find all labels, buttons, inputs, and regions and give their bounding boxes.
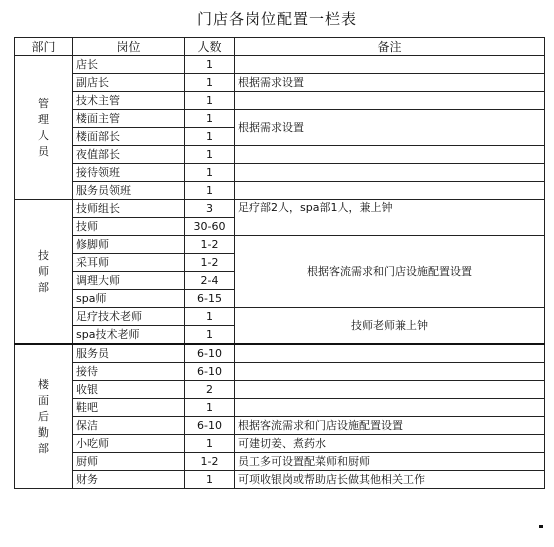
table-row xyxy=(15,74,545,92)
count-cell: 1 xyxy=(185,182,235,200)
count-cell: 2 xyxy=(185,381,235,399)
count-cell: 1 xyxy=(185,308,235,326)
table-row xyxy=(15,417,545,435)
count-cell: 1 xyxy=(185,56,235,74)
post-cell: 修脚师 xyxy=(73,236,185,254)
table-row xyxy=(15,471,545,489)
table-row xyxy=(15,399,545,417)
table-row xyxy=(15,344,545,363)
table-row xyxy=(15,453,545,471)
header-count: 人数 xyxy=(185,38,235,56)
post-cell: 服务员 xyxy=(73,344,185,363)
staff-config-table xyxy=(14,37,545,489)
count-cell: 6-10 xyxy=(185,344,235,363)
post-cell: spa师 xyxy=(73,290,185,308)
post-cell: 收银 xyxy=(73,381,185,399)
note-cell: 技师老师兼上钟 xyxy=(235,308,545,345)
count-cell: 6-10 xyxy=(185,363,235,381)
department-technician: 技 师 部 xyxy=(15,200,73,345)
post-cell: 夜值部长 xyxy=(73,146,185,164)
count-cell: 1 xyxy=(185,326,235,345)
note-cell: 可项收银岗或帮助店长做其他相关工作 xyxy=(235,471,545,489)
post-cell: 调理大师 xyxy=(73,272,185,290)
note-cell xyxy=(235,344,545,363)
note-cell: 足疗部2人，spa部1人，兼上钟 xyxy=(235,200,545,236)
post-cell: 小吃师 xyxy=(73,435,185,453)
table-row xyxy=(15,435,545,453)
count-cell: 3 xyxy=(185,200,235,218)
post-cell: 技师 xyxy=(73,218,185,236)
post-cell: 厨师 xyxy=(73,453,185,471)
note-cell: 员工多可设置配菜师和厨师 xyxy=(235,453,545,471)
table-row xyxy=(15,308,545,326)
table-row xyxy=(15,381,545,399)
count-cell: 1-2 xyxy=(185,453,235,471)
table-row xyxy=(15,110,545,128)
post-cell: 技术主管 xyxy=(73,92,185,110)
post-cell: 采耳师 xyxy=(73,254,185,272)
post-cell: 楼面部长 xyxy=(73,128,185,146)
note-cell: 根据需求设置 xyxy=(235,110,545,146)
table-header-row xyxy=(15,38,545,56)
table-row xyxy=(15,56,545,74)
count-cell: 6-10 xyxy=(185,417,235,435)
department-floor-logistics: 楼 面 后 勤 部 xyxy=(15,344,73,489)
header-note: 备注 xyxy=(235,38,545,56)
post-cell: 接待 xyxy=(73,363,185,381)
post-cell: 保洁 xyxy=(73,417,185,435)
count-cell: 1 xyxy=(185,435,235,453)
count-cell: 1 xyxy=(185,128,235,146)
post-cell: 接待领班 xyxy=(73,164,185,182)
table-row xyxy=(15,92,545,110)
page-title: 门店各岗位配置一栏表 xyxy=(196,10,357,28)
count-cell: 30-60 xyxy=(185,218,235,236)
count-cell: 1 xyxy=(185,110,235,128)
table-row xyxy=(15,363,545,381)
count-cell: 1 xyxy=(185,471,235,489)
department-management: 管 理 人 员 xyxy=(15,56,73,200)
note-cell xyxy=(235,56,545,74)
count-cell: 1 xyxy=(185,74,235,92)
note-cell xyxy=(235,381,545,399)
table-row xyxy=(15,200,545,218)
note-cell: 可建切姜、煮药水 xyxy=(235,435,545,453)
note-cell xyxy=(235,164,545,182)
header-post: 岗位 xyxy=(73,38,185,56)
post-cell: 财务 xyxy=(73,471,185,489)
count-cell: 1 xyxy=(185,399,235,417)
count-cell: 6-15 xyxy=(185,290,235,308)
note-cell: 根据需求设置 xyxy=(235,74,545,92)
header-department: 部门 xyxy=(15,38,73,56)
note-cell xyxy=(235,146,545,164)
post-cell: 足疗技术老师 xyxy=(73,308,185,326)
note-cell: 根据客流需求和门店设施配置设置 xyxy=(235,417,545,435)
table-row xyxy=(15,236,545,254)
table-row xyxy=(15,182,545,200)
count-cell: 1 xyxy=(185,164,235,182)
count-cell: 1 xyxy=(185,146,235,164)
post-cell: spa技术老师 xyxy=(73,326,185,345)
count-cell: 2-4 xyxy=(185,272,235,290)
count-cell: 1-2 xyxy=(185,236,235,254)
note-cell: 根据客流需求和门店设施配置设置 xyxy=(235,236,545,308)
post-cell: 鞋吧 xyxy=(73,399,185,417)
note-cell xyxy=(235,182,545,200)
post-cell: 服务员领班 xyxy=(73,182,185,200)
table-row xyxy=(15,164,545,182)
post-cell: 店长 xyxy=(73,56,185,74)
count-cell: 1 xyxy=(185,92,235,110)
table-row xyxy=(15,146,545,164)
count-cell: 1-2 xyxy=(185,254,235,272)
corner-mark xyxy=(539,525,543,528)
note-cell xyxy=(235,399,545,417)
post-cell: 楼面主管 xyxy=(73,110,185,128)
post-cell: 副店长 xyxy=(73,74,185,92)
post-cell: 技师组长 xyxy=(73,200,185,218)
note-cell xyxy=(235,92,545,110)
note-cell xyxy=(235,363,545,381)
